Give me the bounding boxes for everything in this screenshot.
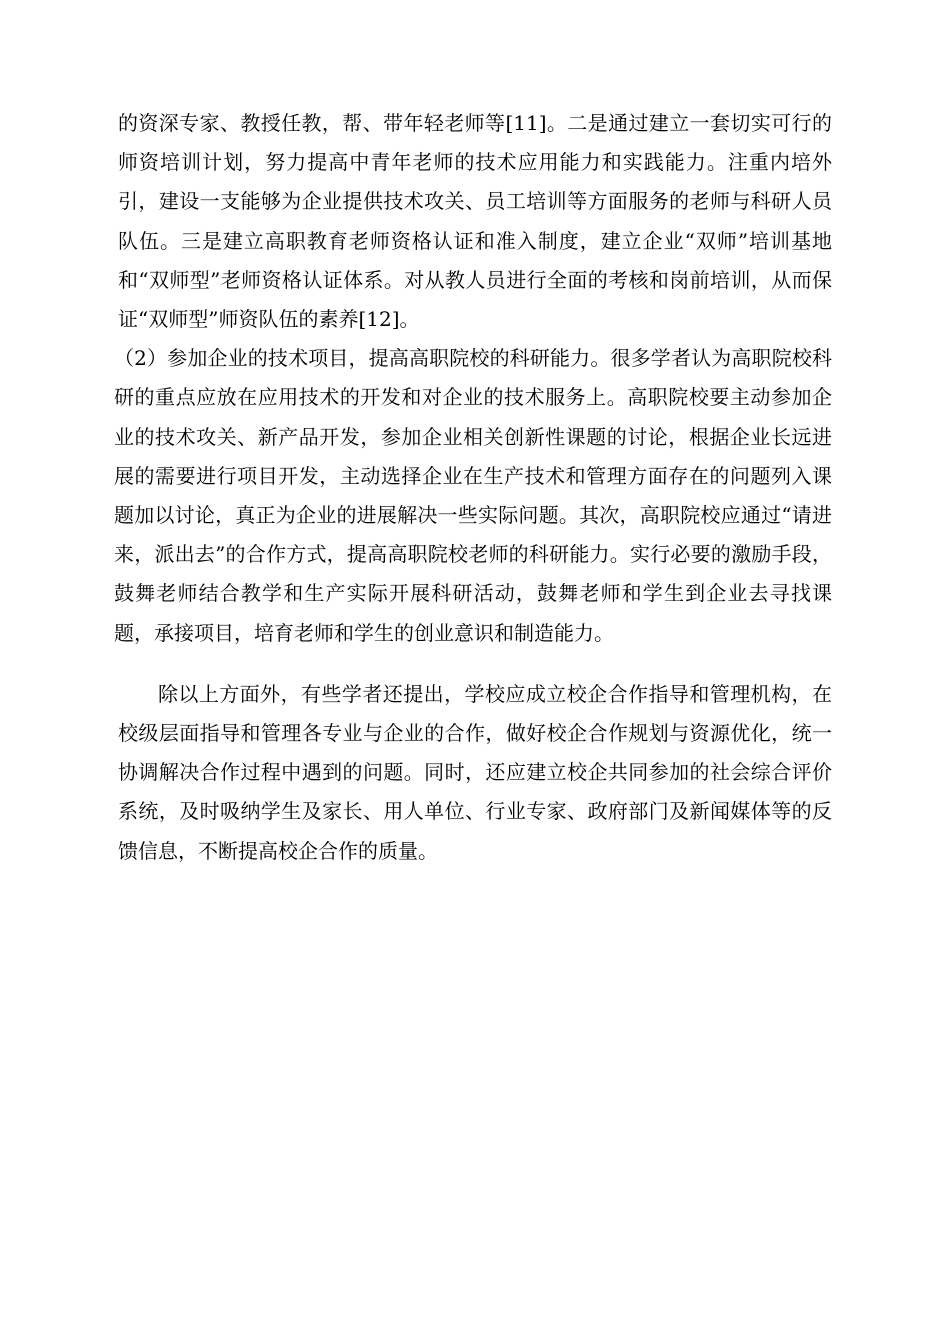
paragraph-continuation: 的资深专家、教授任教，帮、带年轻老师等[11]。二是通过建立一套切实可行的师资培训计划，努力提高中青年老师的技术应用能力和实践能力。注重内培外引，建设一支能够为企业提供技术攻关、员工培训等方面服务的老师与科研人员队伍。三是建立高职教育老师资格认证和准入制度，建立企业“双师”培训基地和“双师型”老师资格认证体系。对从教人员进行全面的考核和岗前培训，从而保证“双师型”师资队伍的素养[12]。 — [118, 111, 832, 332]
paragraph-item-2: （2）参加企业的技术项目，提高高职院校的科研能力。很多学者认为高职院校科研的重点应放在应用技术的开发和对企业的技术服务上。高职院校要主动参加企业的技术攻关、新产品开发，参加企业相关创新性课题的讨论，根据企业长远进展的需要进行项目开发，主动选择企业在生产技术和管理方面存在的问题列入课题加以讨论，真正为企业的进展解决一些实际问题。其次，高职院校应通过“请进来，派出去”的合作方式，提高高职院校老师的科研能力。实行必要的激励手段，鼓舞老师结合教学和生产实际开展科研活动，鼓舞老师和学生到企业去寻找课题，承接项目，培育老师和学生的创业意识和制造能力。 — [114, 346, 832, 645]
paragraph-conclusion: 除以上方面外，有些学者还提出，学校应成立校企合作指导和管理机构，在校级层面指导和管理各专业与企业的合作，做好校企合作规划与资源优化，统一协调解决合作过程中遇到的问题。同时，还应建立校企共同参加的社会综合评价系统，及时吸纳学生及家长、用人单位、行业专家、政府部门及新闻媒体等的反馈信息，不断提高校企合作的质量。 — [118, 681, 832, 863]
